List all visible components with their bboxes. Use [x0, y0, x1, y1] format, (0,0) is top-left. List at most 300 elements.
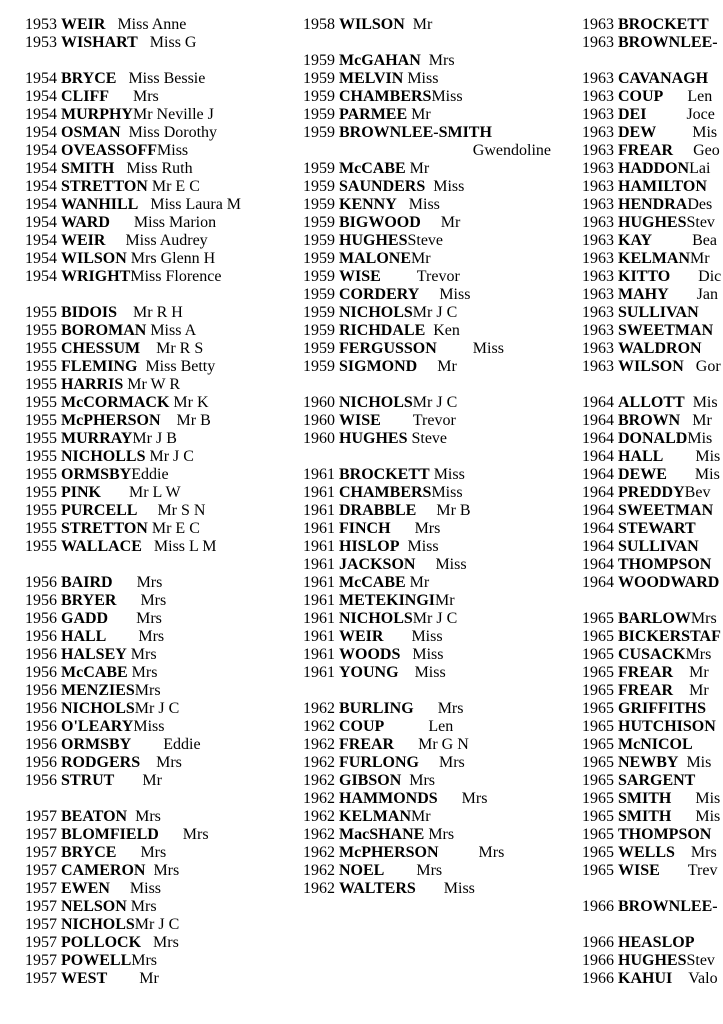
- entry-surname: WRIGHT: [61, 268, 131, 285]
- entry-given-name: Miss Bessie: [128, 70, 206, 87]
- entry-given-name: Miss G: [149, 34, 197, 51]
- entry-surname: McNICOL: [618, 736, 693, 753]
- entry-spacer: [405, 16, 413, 34]
- entry-given-name: Steve: [411, 430, 448, 447]
- entry-surname: HARRIS: [61, 376, 124, 393]
- entry-surname: BROCKETT: [618, 16, 709, 33]
- entry-surname: BROWNLEE-: [618, 34, 718, 51]
- entry-given-name: Mrs: [135, 808, 161, 825]
- list-item: [25, 538, 295, 556]
- entry-surname: STRUT: [61, 772, 115, 789]
- entry-surname: STRETTON: [61, 178, 148, 195]
- entry-spacer: [140, 340, 156, 358]
- entry-spacer: [107, 970, 139, 988]
- entry-surname: O'LEARY: [61, 718, 134, 735]
- entry-year: 1956: [25, 646, 57, 663]
- entry-surname: OSMAN: [61, 124, 121, 141]
- list-item: [582, 178, 723, 196]
- entry-surname: HALL: [61, 628, 107, 645]
- entry-year: 1961: [303, 646, 335, 663]
- list-item: [582, 952, 723, 970]
- entry-year: 1955: [25, 376, 57, 393]
- entry-year: 1963: [582, 106, 614, 123]
- list-item: [25, 322, 295, 340]
- list-item: [303, 88, 573, 106]
- entry-year: 1954: [25, 250, 57, 267]
- list-item: [303, 70, 573, 88]
- entry-surname: McCABE: [61, 664, 128, 681]
- entry-year: 1965: [582, 790, 614, 807]
- entry-year: 1956: [25, 736, 57, 753]
- entry-surname: CHAMBERS: [339, 88, 432, 105]
- entry-spacer: [416, 880, 444, 898]
- entry-surname: WISHART: [61, 34, 138, 51]
- entry-year: 1956: [25, 574, 57, 591]
- entry-given-name: Mrs: [156, 754, 182, 771]
- entry-year: 1966: [582, 934, 614, 951]
- list-item: [303, 124, 573, 142]
- entry-spacer: [159, 826, 183, 844]
- entry-surname: McCABE: [339, 574, 406, 591]
- entry-spacer: [669, 286, 697, 304]
- entry-spacer: [437, 340, 473, 358]
- entry-year: 1965: [582, 700, 614, 717]
- entry-year: 1964: [582, 574, 614, 591]
- entry-year: 1959: [303, 250, 335, 267]
- entry-given-name: Miss: [472, 340, 504, 357]
- list-item: [25, 358, 295, 376]
- entry-year: 1961: [303, 664, 335, 681]
- entry-surname: FURLONG: [339, 754, 419, 771]
- entry-spacer: [383, 628, 411, 646]
- entry-surname: METEKINGI: [339, 592, 436, 609]
- entry-surname: McGAHAN: [339, 52, 421, 69]
- entry-year: 1964: [582, 484, 614, 501]
- entry-given-name: Mr K: [173, 394, 209, 411]
- entry-given-name: Mr: [435, 592, 455, 609]
- entry-year: 1954: [25, 268, 57, 285]
- list-item: [303, 574, 573, 592]
- entry-surname: BEATON: [61, 808, 128, 825]
- entry-year: 1962: [303, 736, 335, 753]
- list-item: [25, 718, 295, 736]
- entry-given-name: Mrs: [131, 952, 158, 969]
- entry-given-name: Miss: [407, 70, 439, 87]
- entry-surname: MENZIES: [61, 682, 135, 699]
- entry-year: 1959: [303, 322, 335, 339]
- list-item: [303, 664, 573, 682]
- entry-spacer: [141, 934, 153, 952]
- entry-given-name: Miss: [431, 88, 463, 105]
- entry-surname: STEWART: [618, 520, 696, 537]
- entry-surname: BOROMAN: [61, 322, 147, 339]
- entry-given-name: Des: [687, 196, 713, 213]
- entry-given-name: Miss: [414, 664, 446, 681]
- list-item: [25, 610, 295, 628]
- list-item: [25, 754, 295, 772]
- entry-year: 1963: [582, 214, 614, 231]
- entry-year: 1963: [582, 340, 614, 357]
- entry-surname: HEASLOP: [618, 934, 695, 951]
- entry-surname: NICHOLS: [339, 394, 413, 411]
- entry-spacer: [110, 880, 130, 898]
- entry-year: 1959: [303, 232, 335, 249]
- entry-given-name: Mrs: [409, 772, 436, 789]
- list-item: [303, 286, 573, 304]
- entry-year: 1962: [303, 880, 335, 897]
- entry-year: 1963: [582, 286, 614, 303]
- entry-year: 1963: [582, 304, 614, 321]
- list-item: [582, 286, 723, 304]
- entry-given-name: Len: [687, 88, 713, 105]
- list-item: [582, 970, 723, 988]
- entry-given-name: Mrs: [478, 844, 505, 861]
- list-item: [25, 574, 295, 592]
- entry-spacer: [142, 538, 154, 556]
- entry-given-name: Miss: [407, 538, 439, 555]
- entry-year: 1964: [582, 394, 614, 411]
- entry-given-name: Mrs: [138, 628, 165, 645]
- entry-year: 1954: [25, 196, 57, 213]
- entry-surname: BAIRD: [61, 574, 113, 591]
- list-item: [25, 160, 295, 178]
- entry-year: 1962: [303, 754, 335, 771]
- entry-given-name: Mrs: [414, 520, 441, 537]
- list-item: [25, 952, 295, 970]
- entry-given-name: Miss Florence: [130, 268, 222, 285]
- entry-surname: WEIR: [61, 16, 106, 33]
- entry-given-name: Mr J B: [132, 430, 177, 447]
- entry-year: 1955: [25, 340, 57, 357]
- entry-given-name: Mrs: [153, 934, 179, 951]
- list-item: [25, 70, 295, 88]
- entry-given-name: Mr J C: [134, 700, 180, 717]
- list-item: [25, 394, 295, 412]
- entry-given-name: Mr E C: [151, 178, 200, 195]
- entry-surname: POWELL: [61, 952, 132, 969]
- entry-given-name: Mr J C: [149, 448, 194, 465]
- entry-surname: WILSON: [339, 16, 405, 33]
- entry-given-name: Mis: [687, 430, 713, 447]
- entry-surname: WOODS: [339, 646, 401, 663]
- entry-spacer: [109, 88, 133, 106]
- entry-year: 1961: [303, 484, 335, 501]
- entry-year: 1958: [303, 16, 335, 33]
- entry-year: 1964: [582, 430, 614, 447]
- entry-year: 1959: [303, 196, 335, 213]
- entry-year: 1962: [303, 844, 335, 861]
- entry-year: 1954: [25, 70, 57, 87]
- list-item: [303, 826, 573, 844]
- entry-year: 1957: [25, 862, 57, 879]
- entry-year: 1954: [25, 124, 57, 141]
- list-item: [303, 736, 573, 754]
- entry-year: 1959: [303, 88, 335, 105]
- list-item: [582, 16, 723, 34]
- entry-surname: STRETTON: [61, 520, 148, 537]
- entry-spacer: [121, 124, 129, 142]
- list-item: [303, 466, 573, 484]
- entry-year: 1957: [25, 916, 57, 933]
- entry-year: 1959: [303, 214, 335, 231]
- entry-surname: HUGHES: [339, 430, 408, 447]
- entry-surname: SULLIVAN: [618, 538, 699, 555]
- entry-given-name: Mr R S: [156, 340, 204, 357]
- list-item: [303, 628, 573, 646]
- entry-surname: BROWN: [618, 412, 681, 429]
- list-item: [25, 16, 295, 34]
- entry-spacer: [101, 484, 129, 502]
- list-item: [303, 592, 573, 610]
- entry-given-name: Trev: [687, 862, 718, 879]
- list-item: [25, 34, 295, 52]
- list-item: [582, 340, 723, 358]
- entry-given-name: Mrs: [131, 664, 158, 681]
- entry-surname: WISE: [618, 862, 660, 879]
- list-item: [303, 304, 573, 322]
- list-item: [582, 268, 723, 286]
- list-item: [25, 484, 295, 502]
- entry-surname: CORDERY: [339, 286, 420, 303]
- entry-surname: GADD: [61, 610, 109, 627]
- entry-given-name: Mrs: [690, 610, 717, 627]
- entry-year: 1964: [582, 466, 614, 483]
- entry-given-name: Mr S N: [157, 502, 206, 519]
- entry-year: 1964: [582, 556, 614, 573]
- list-item: [582, 844, 723, 862]
- entry-year: 1962: [303, 772, 335, 789]
- entry-surname: SWEETMAN: [618, 502, 714, 519]
- list-item: [303, 520, 573, 538]
- entry-spacer: [399, 538, 407, 556]
- list-item: [25, 376, 295, 394]
- entry-year: 1957: [25, 880, 57, 897]
- list-item: [303, 178, 573, 196]
- entry-given-name: Mr: [409, 574, 430, 591]
- entry-year: 1964: [582, 502, 614, 519]
- list-item: [25, 466, 295, 484]
- entry-year: 1963: [582, 160, 614, 177]
- entry-surname: BRYER: [61, 592, 117, 609]
- list-item: [582, 502, 723, 520]
- list-item: [303, 790, 573, 808]
- entry-spacer: [131, 736, 163, 754]
- entry-spacer: [397, 196, 409, 214]
- entry-year: 1965: [582, 826, 614, 843]
- list-item: [582, 214, 723, 232]
- list-item: [303, 250, 573, 268]
- entry-given-name: Mrs: [134, 682, 161, 699]
- entry-year: 1955: [25, 466, 57, 483]
- entry-year: 1956: [25, 628, 57, 645]
- entry-year: 1961: [303, 628, 335, 645]
- entry-surname: GRIFFITHS: [618, 700, 707, 717]
- entry-year: 1963: [582, 322, 614, 339]
- list-item: [303, 268, 573, 286]
- entry-surname: FREAR: [618, 142, 674, 159]
- entry-year: 1965: [582, 664, 614, 681]
- entry-given-name: Mrs: [685, 646, 712, 663]
- list-item: [25, 250, 295, 268]
- entry-year: 1955: [25, 502, 57, 519]
- entry-given-name: Eddie: [131, 466, 169, 483]
- entry-given-name: Mr: [692, 412, 712, 429]
- entry-surname: WALTERS: [339, 880, 416, 897]
- list-item: [582, 682, 723, 700]
- entry-surname: FLEMING: [61, 358, 138, 375]
- list-item: [582, 394, 723, 412]
- entry-year: 1963: [582, 358, 614, 375]
- list-item: [303, 412, 573, 430]
- entry-spacer: [663, 88, 687, 106]
- list-item: [303, 160, 573, 178]
- list-item: [582, 34, 723, 52]
- entry-year: 1955: [25, 304, 57, 321]
- entry-spacer: [675, 844, 691, 862]
- entry-given-name: Mr: [411, 808, 431, 825]
- entry-surname: ALLOTT: [618, 394, 685, 411]
- entry-year: 1956: [25, 592, 57, 609]
- entry-surname: HADDON: [618, 160, 690, 177]
- entry-year: 1964: [582, 538, 614, 555]
- entry-given-name-continued: Gwendoline: [472, 142, 551, 159]
- entry-surname: WOODWARD: [618, 574, 720, 591]
- list-item: [25, 628, 295, 646]
- list-item: [25, 88, 295, 106]
- entry-surname: HENDRA: [618, 196, 688, 213]
- entry-spacer: [138, 34, 150, 52]
- entry-surname: ORMSBY: [61, 466, 132, 483]
- entry-surname: WEST: [61, 970, 108, 987]
- entry-spacer: [117, 304, 133, 322]
- list-item: [582, 232, 723, 250]
- entry-given-name: Mr: [411, 250, 431, 267]
- entry-surname: CUSACK: [618, 646, 686, 663]
- list-item: [303, 646, 573, 664]
- list-item: [25, 682, 295, 700]
- entry-surname: McPHERSON: [61, 412, 161, 429]
- entry-surname: KAY: [618, 232, 653, 249]
- entry-year: 1955: [25, 412, 57, 429]
- entry-year: 1961: [303, 538, 335, 555]
- entry-surname: HAMMONDS: [339, 790, 438, 807]
- list-item: [25, 826, 295, 844]
- entry-surname: WILSON: [61, 250, 127, 267]
- entry-spacer: [391, 520, 415, 538]
- entry-given-name: Mrs: [428, 826, 455, 843]
- entry-year: 1965: [582, 682, 614, 699]
- entry-year: 1953: [25, 16, 57, 33]
- list-item: [25, 106, 295, 124]
- list-item: [25, 934, 295, 952]
- entry-year: 1956: [25, 772, 57, 789]
- column-1: [25, 16, 295, 988]
- entry-year: 1955: [25, 394, 57, 411]
- list-item: [303, 394, 573, 412]
- entry-surname: WISE: [339, 268, 381, 285]
- entry-surname: JACKSON: [339, 556, 416, 573]
- entry-surname: SIGMOND: [339, 358, 418, 375]
- entry-surname: CHAMBERS: [339, 484, 432, 501]
- list-item: [25, 520, 295, 538]
- entry-surname: DEI: [618, 106, 647, 123]
- entry-spacer: [113, 574, 137, 592]
- entry-surname: HAMILTON: [618, 178, 707, 195]
- entry-year: 1955: [25, 448, 57, 465]
- list-item: [25, 142, 295, 160]
- entry-surname: NICHOLS: [61, 916, 135, 933]
- entry-year: 1963: [582, 34, 614, 51]
- entry-given-name: Miss: [411, 628, 443, 645]
- entry-surname: HISLOP: [339, 538, 400, 555]
- entry-given-name: Mrs: [140, 592, 167, 609]
- entry-surname: McCORMACK: [61, 394, 170, 411]
- list-item: [25, 448, 295, 466]
- list-item: [582, 88, 723, 106]
- entry-given-name: Mr J C: [134, 916, 180, 933]
- entry-year: 1957: [25, 934, 57, 951]
- list-item: [582, 664, 723, 682]
- entry-given-name: Mis: [686, 754, 712, 771]
- entry-surname: CHESSUM: [61, 340, 141, 357]
- entry-year: 1963: [582, 88, 614, 105]
- entry-spacer: [381, 268, 417, 286]
- entry-surname: POLLOCK: [61, 934, 142, 951]
- list-item: [582, 304, 723, 322]
- entry-surname: DONALD: [618, 430, 688, 447]
- entry-year: 1962: [303, 862, 335, 879]
- entry-surname: WALLACE: [61, 538, 142, 555]
- entry-year: 1956: [25, 718, 57, 735]
- entry-spacer: [667, 466, 695, 484]
- entry-year: 1960: [303, 394, 335, 411]
- list-item: [582, 628, 723, 646]
- entry-year: 1959: [303, 286, 335, 303]
- entry-surname: THOMPSON: [618, 556, 712, 573]
- entry-given-name: Mr J C: [412, 610, 458, 627]
- entry-year: 1961: [303, 610, 335, 627]
- list-item: [582, 196, 723, 214]
- entry-surname: SARGENT: [618, 772, 696, 789]
- list-item: [582, 646, 723, 664]
- entry-surname: BARLOW: [618, 610, 691, 627]
- entry-year: 1954: [25, 232, 57, 249]
- entry-year: 1959: [303, 106, 335, 123]
- list-item: [303, 844, 573, 862]
- list-item: [582, 466, 723, 484]
- list-item: [303, 52, 573, 70]
- entry-year: 1961: [303, 556, 335, 573]
- entry-spacer: [114, 772, 142, 790]
- entry-surname: NICHOLS: [339, 610, 413, 627]
- entry-year: 1957: [25, 952, 57, 969]
- list-item: [303, 808, 573, 826]
- entry-spacer: [116, 844, 140, 862]
- list-item: [582, 808, 723, 826]
- list-item: [25, 646, 295, 664]
- entry-spacer: [652, 232, 692, 250]
- entry-given-name: Mrs: [182, 826, 209, 843]
- list-item: [582, 754, 723, 772]
- list-item: [25, 232, 295, 250]
- list-item: [25, 196, 295, 214]
- entry-year: 1956: [25, 754, 57, 771]
- entry-year: 1960: [303, 430, 335, 447]
- entry-year: 1963: [582, 178, 614, 195]
- entry-year: 1965: [582, 862, 614, 879]
- entry-given-name: Miss Dorothy: [128, 124, 218, 141]
- list-item: [582, 700, 723, 718]
